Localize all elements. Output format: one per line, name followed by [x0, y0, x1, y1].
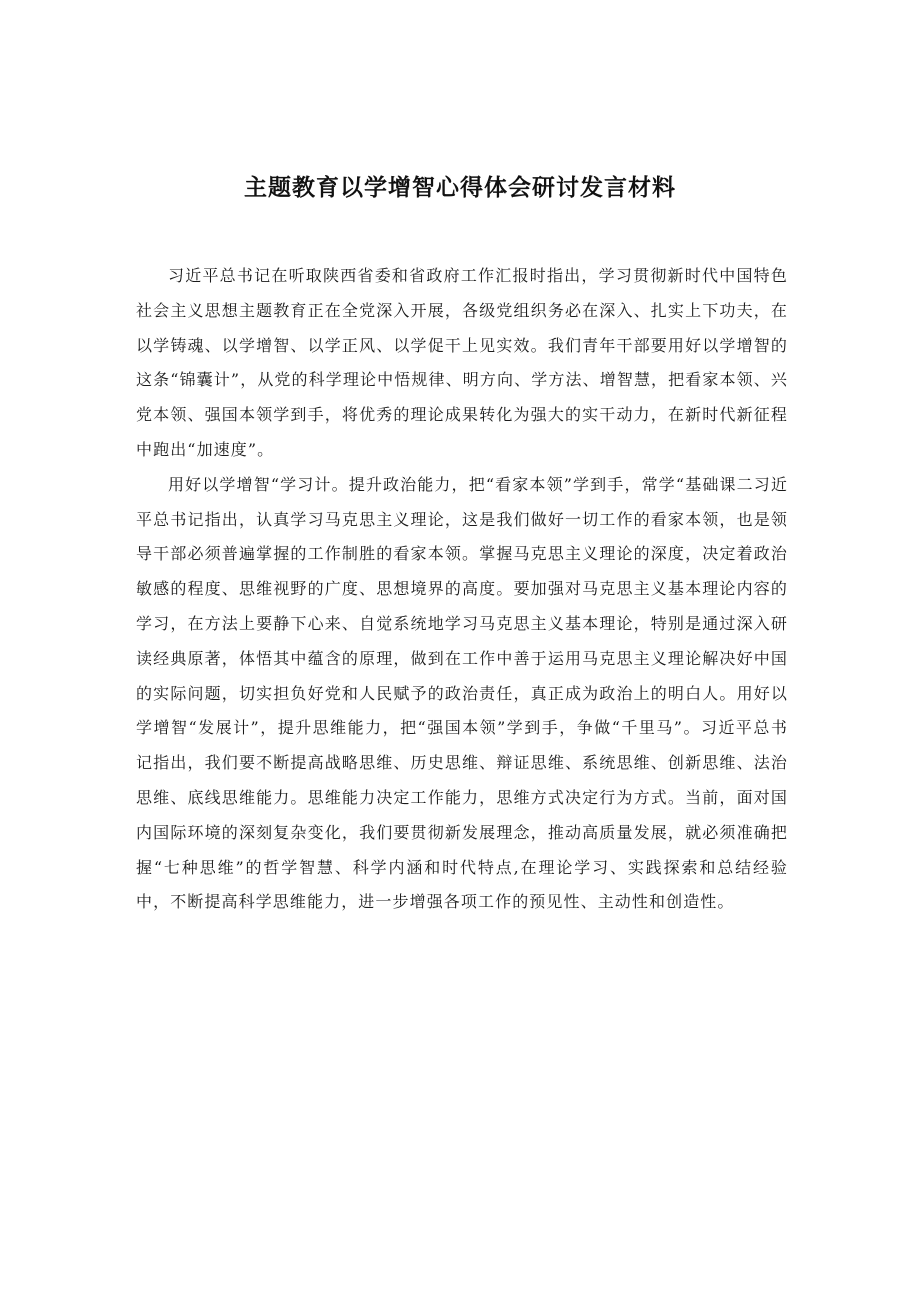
paragraph-1: 习近平总书记在听取陕西省委和省政府工作汇报时指出，学习贯彻新时代中国特色社会主义思想主题教育正在全党深入开展，各级党组织务必在深入、扎实上下功夫，在以学铸魂、以学增智、以学正风、以学促干上见实效。我们青年干部要用好以学增智的这条“锦囊计”，从党的科学理论中悟规律、明方向、学方法、增智慧，把看家本领、兴党本领、强国本领学到手，将优秀的理论成果转化为强大的实干动力，在新时代新征程中跑出“加速度”。 — [136, 266, 788, 459]
paragraph-2: 用好以学增智“学习计。提升政治能力，把“看家本领”学到手，常学“基础课二习近平总书记指出，认真学习马克思主义理论，这是我们做好一切工作的看家本领，也是领导干部必须普遍掌握的工作制胜的看家本领。掌握马克思主义理论的深度，决定着政治敏感的程度、思维视野的广度、思想境界的高度。要加强对马克思主义基本理论内容的学习，在方法上要静下心来、自觉系统地学习马克思主义基本理论，特别是通过深入研读经典原著，体悟其中蕴含的原理，做到在工作中善于运用马克思主义理论解决好中国的实际问题，切实担负好党和人民赋予的政治责任，真正成为政治上的明白人。用好以学增智“发展计”，提升思维能力，把“强国本领”学到手，争做“千里马”。习近平总书记指出，我们要不断提高战略思维、历史思维、辩证思维、系统思维、创新思维、法治思维、底线思维能力。思维能力决定工作能力，思维方式决定行为方式。当前，面对国内国际环境的深刻复杂变化，我们要贯彻新发展理念，推动高质量发展，就必须准确把握“七种思维”的哲学智慧、科学内涵和时代特点,在理论学习、实践探索和总结经验中，不断提高科学思维能力，进一步增强各项工作的预见性、主动性和创造性。 — [136, 474, 788, 912]
document-title: 主题教育以学增智心得体会研讨发言材料 — [244, 175, 676, 201]
document-body — [136, 259, 788, 920]
